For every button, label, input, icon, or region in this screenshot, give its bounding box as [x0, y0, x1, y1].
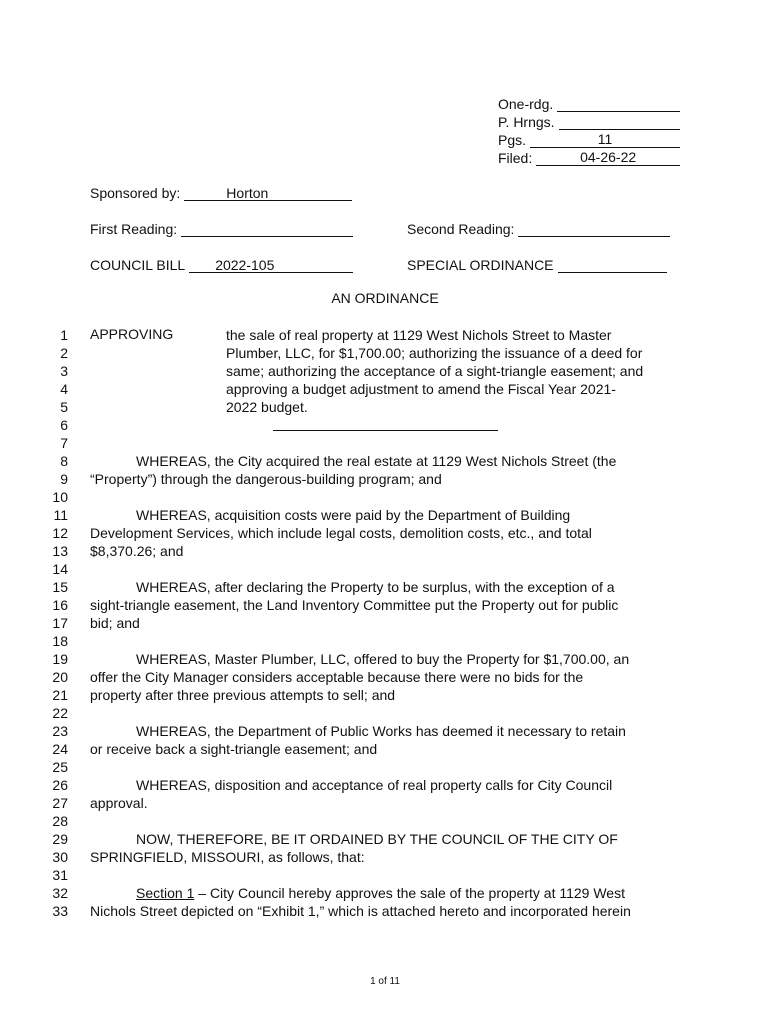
line-number: 3 — [60, 363, 68, 379]
body-line: WHEREAS, the City acquired the real estate at 1129 West Nichols Street (the — [136, 453, 617, 469]
line-number: 7 — [60, 435, 68, 451]
body-line — [90, 866, 680, 884]
ordinance-body — [90, 452, 680, 920]
document-title: AN ORDINANCE — [331, 290, 439, 306]
line-number: 23 — [52, 723, 68, 739]
body-line — [90, 704, 680, 722]
line-number: 29 — [52, 831, 68, 847]
line-number: 32 — [52, 885, 68, 901]
line-number: 19 — [52, 651, 68, 667]
council-bill-value: 2022-105 — [189, 258, 353, 273]
section-1-line-2: Nichols Street depicted on “Exhibit 1,” which is attached hereto and incorporated herein — [90, 903, 631, 919]
filed-value: 04-26-22 — [536, 150, 680, 166]
special-ordinance-field — [407, 255, 667, 273]
pgs-label: Pgs. — [498, 132, 527, 148]
p-hrngs-label: P. Hrngs. — [498, 114, 555, 130]
body-line: WHEREAS, the Department of Public Works has deemed it necessary to retain — [136, 723, 626, 739]
line-number: 30 — [52, 849, 68, 865]
line-number: 2 — [60, 345, 68, 361]
line-number: 9 — [60, 471, 68, 487]
body-line — [90, 812, 680, 830]
body-line: NOW, THEREFORE, BE IT ORDAINED BY THE COUNCIL OF THE CITY OF — [136, 831, 618, 847]
line-number: 8 — [60, 453, 68, 469]
line-number: 26 — [52, 777, 68, 793]
body-line — [90, 488, 680, 506]
body-line: bid; and — [90, 615, 140, 631]
line-number: 11 — [53, 507, 68, 523]
filing-block — [498, 94, 680, 166]
approving-label: APPROVING — [90, 326, 174, 342]
pgs-row — [498, 130, 680, 148]
body-line: $8,370.26; and — [90, 543, 184, 559]
line-number: 4 — [60, 381, 68, 397]
line-number: 33 — [52, 903, 68, 919]
second-reading-value — [518, 221, 670, 237]
body-line: offer the City Manager considers acceptable because there were no bids for the — [90, 669, 584, 685]
line-number: 27 — [52, 795, 68, 811]
line-number: 24 — [52, 741, 68, 757]
section-1-heading: Section 1 — [136, 885, 195, 901]
line-number: 12 — [52, 525, 68, 541]
filed-label: Filed: — [498, 150, 533, 166]
page-number: 1 of 11 — [370, 976, 400, 987]
body-line — [90, 632, 680, 650]
body-line: WHEREAS, after declaring the Property to be surplus, with the exception of a — [136, 579, 615, 595]
body-line: property after three previous attempts to sell; and — [90, 687, 396, 703]
body-line: WHEREAS, disposition and acceptance of real property calls for City Council — [136, 777, 613, 793]
title-separator-line — [273, 430, 498, 431]
body-line: approval. — [90, 795, 148, 811]
first-reading-value — [181, 221, 353, 237]
body-line: Development Services, which include legal costs, demolition costs, etc., and total — [90, 525, 592, 541]
line-number: 28 — [52, 813, 68, 829]
special-ordinance-label: SPECIAL ORDINANCE — [407, 257, 554, 273]
filed-row — [498, 148, 680, 166]
second-reading-label: Second Reading: — [407, 221, 515, 237]
approving-line: approving a budget adjustment to amend the Fiscal Year 2021- — [226, 381, 616, 397]
sponsored-value: Horton — [184, 186, 352, 201]
line-number: 10 — [52, 489, 68, 505]
second-reading-field — [407, 219, 670, 237]
body-line: WHEREAS, acquisition costs were paid by the Department of Building — [136, 507, 571, 523]
line-numbers — [40, 326, 68, 920]
council-bill-field — [90, 255, 353, 273]
body-line: or receive back a sight-triangle easement; and — [90, 741, 378, 757]
body-line — [90, 758, 680, 776]
one-rdg-value — [557, 96, 680, 112]
body-line: SPRINGFIELD, MISSOURI, as follows, that: — [90, 849, 365, 865]
approving-text — [226, 326, 686, 416]
line-number: 31 — [52, 867, 68, 883]
line-number: 18 — [52, 633, 68, 649]
line-number: 5 — [60, 399, 68, 415]
approving-line: same; authorizing the acceptance of a sight-triangle easement; and — [226, 363, 644, 379]
p-hrngs-row — [498, 112, 680, 130]
line-number: 15 — [52, 579, 68, 595]
one-rdg-label: One-rdg. — [498, 96, 554, 112]
one-rdg-row — [498, 94, 680, 112]
line-number: 21 — [52, 687, 68, 703]
line-number: 14 — [52, 561, 68, 577]
line-number: 25 — [52, 759, 68, 775]
council-bill-label: COUNCIL BILL — [90, 257, 186, 273]
line-number: 6 — [60, 417, 68, 433]
section-1-text: – City Council hereby approves the sale of the property at 1129 West — [194, 885, 625, 901]
body-line: sight-triangle easement, the Land Inventory Committee put the Property out for public — [90, 597, 619, 613]
approving-line: Plumber, LLC, for $1,700.00; authorizing the issuance of a deed for — [226, 345, 643, 361]
approving-line: 2022 budget. — [226, 399, 308, 415]
first-reading-label: First Reading: — [90, 221, 178, 237]
line-number: 22 — [52, 705, 68, 721]
sponsored-field — [90, 183, 352, 201]
line-number: 17 — [52, 615, 68, 631]
pgs-value: 11 — [530, 132, 680, 148]
body-line — [90, 560, 680, 578]
first-reading-field — [90, 219, 353, 237]
special-ordinance-value — [558, 257, 667, 273]
body-line: “Property”) through the dangerous-building program; and — [90, 471, 442, 487]
line-number: 13 — [52, 543, 68, 559]
line-number: 1 — [60, 327, 68, 343]
p-hrngs-value — [559, 114, 680, 130]
line-number: 20 — [52, 669, 68, 685]
line-number: 16 — [52, 597, 68, 613]
section-1-line — [90, 884, 680, 902]
sponsored-label: Sponsored by: — [90, 185, 181, 201]
approving-line: the sale of real property at 1129 West Nichols Street to Master — [226, 327, 612, 343]
body-line: WHEREAS, Master Plumber, LLC, offered to buy the Property for $1,700.00, an — [136, 651, 630, 667]
